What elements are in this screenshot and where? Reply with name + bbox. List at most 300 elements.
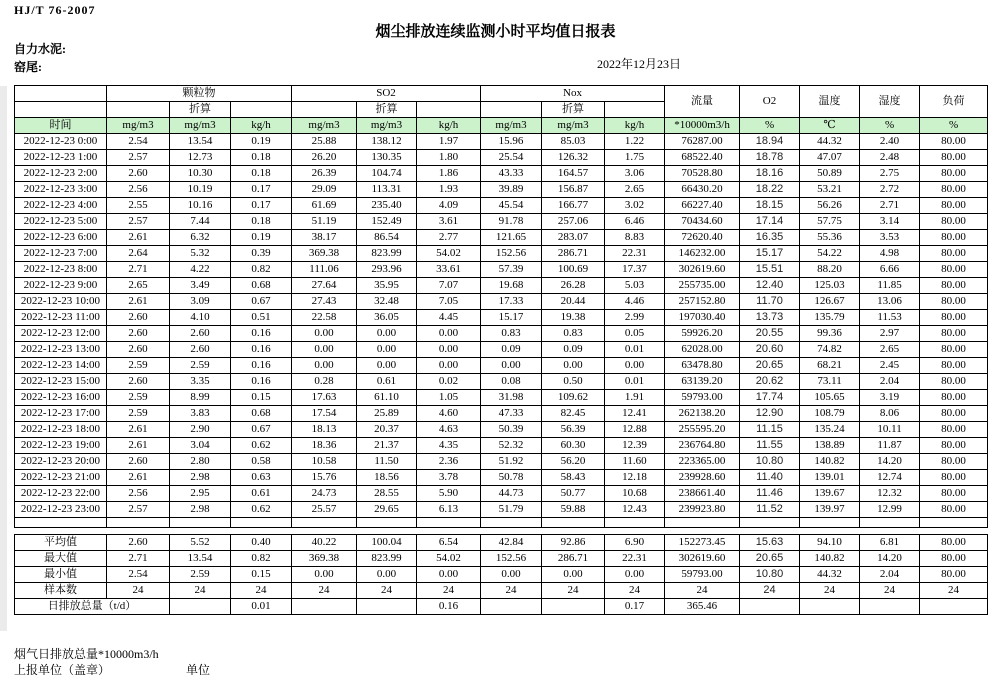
- value-cell: 54.02: [417, 551, 481, 567]
- value-cell: 51.92: [481, 454, 542, 470]
- value-cell: 80.00: [920, 278, 988, 294]
- value-cell: 823.99: [357, 246, 417, 262]
- value-cell: 20.65: [740, 551, 800, 567]
- value-cell: 10.11: [860, 422, 920, 438]
- value-cell: 61.10: [357, 390, 417, 406]
- table-row: [15, 342, 988, 358]
- value-cell: 0.00: [292, 326, 357, 342]
- value-cell: 10.80: [740, 454, 800, 470]
- value-cell: 4.46: [605, 294, 665, 310]
- value-cell: 2.59: [107, 406, 170, 422]
- value-cell: 152273.45: [665, 535, 740, 551]
- value-cell: 235.40: [357, 198, 417, 214]
- empty-cell: [15, 518, 107, 528]
- value-cell: 0.83: [481, 326, 542, 342]
- value-cell: 40.22: [292, 535, 357, 551]
- value-cell: 2.98: [170, 470, 231, 486]
- empty-cell: [605, 518, 665, 528]
- value-cell: 257.06: [542, 214, 605, 230]
- empty-cell: [417, 102, 481, 118]
- value-cell: 105.65: [800, 390, 860, 406]
- table-row: [15, 150, 988, 166]
- value-cell: 146232.00: [665, 246, 740, 262]
- table-row: [15, 470, 988, 486]
- value-cell: 13.54: [170, 134, 231, 150]
- value-cell: 2.99: [605, 310, 665, 326]
- time-column-header: 时间: [15, 118, 107, 134]
- value-cell: 12.43: [605, 502, 665, 518]
- value-cell: 126.67: [800, 294, 860, 310]
- value-cell: 0.16: [231, 374, 292, 390]
- value-cell: 10.80: [740, 567, 800, 583]
- value-cell: 139.01: [800, 470, 860, 486]
- value-cell: 80.00: [920, 454, 988, 470]
- value-cell: 15.63: [740, 535, 800, 551]
- value-cell: 6.90: [605, 535, 665, 551]
- unit-cell: %: [740, 118, 800, 134]
- value-cell: 2.71: [107, 551, 170, 567]
- value-cell: 257152.80: [665, 294, 740, 310]
- value-cell: 3.02: [605, 198, 665, 214]
- value-cell: 0.09: [542, 342, 605, 358]
- value-cell: 2.59: [170, 567, 231, 583]
- value-cell: 6.81: [860, 535, 920, 551]
- empty-cell: [860, 518, 920, 528]
- time-cell: 2022-12-23 13:00: [15, 342, 107, 358]
- data-rows: [15, 134, 988, 518]
- value-cell: 80.00: [920, 134, 988, 150]
- value-cell: 100.69: [542, 262, 605, 278]
- value-cell: 24.73: [292, 486, 357, 502]
- value-cell: 0.16: [231, 342, 292, 358]
- value-cell: 74.82: [800, 342, 860, 358]
- value-cell: 2.80: [170, 454, 231, 470]
- daily-total-nox-kgh: 0.17: [605, 599, 665, 615]
- value-cell: 8.99: [170, 390, 231, 406]
- value-cell: 31.98: [481, 390, 542, 406]
- value-cell: 2.61: [107, 230, 170, 246]
- value-cell: 4.10: [170, 310, 231, 326]
- value-cell: 33.61: [417, 262, 481, 278]
- value-cell: 60.30: [542, 438, 605, 454]
- value-cell: 2.61: [107, 294, 170, 310]
- value-cell: 2.72: [860, 182, 920, 198]
- value-cell: 24: [357, 583, 417, 599]
- empty-cell: [15, 86, 107, 102]
- value-cell: 25.54: [481, 150, 542, 166]
- value-cell: 24: [107, 583, 170, 599]
- monitor-location: 窑尾:: [14, 60, 42, 74]
- value-cell: 15.96: [481, 134, 542, 150]
- report-unit-label: 上报单位（盖章）: [14, 663, 111, 675]
- value-cell: 0.08: [481, 374, 542, 390]
- value-cell: 13.73: [740, 310, 800, 326]
- value-cell: 0.09: [481, 342, 542, 358]
- value-cell: 2.04: [860, 567, 920, 583]
- time-cell: 2022-12-23 12:00: [15, 326, 107, 342]
- company-name: 自力水泥:: [14, 42, 66, 56]
- empty-cell: [107, 102, 170, 118]
- value-cell: 0.02: [417, 374, 481, 390]
- gap-cell: [15, 528, 988, 535]
- value-cell: 20.44: [542, 294, 605, 310]
- value-cell: 286.71: [542, 246, 605, 262]
- value-cell: 80.00: [920, 374, 988, 390]
- value-cell: 11.53: [860, 310, 920, 326]
- value-cell: 15.17: [740, 246, 800, 262]
- value-cell: 2.65: [605, 182, 665, 198]
- value-cell: 80.00: [920, 310, 988, 326]
- time-cell: 2022-12-23 5:00: [15, 214, 107, 230]
- empty-cell: [170, 518, 231, 528]
- value-cell: 6.46: [605, 214, 665, 230]
- value-cell: 51.79: [481, 502, 542, 518]
- value-cell: 27.43: [292, 294, 357, 310]
- value-cell: 130.35: [357, 150, 417, 166]
- value-cell: 52.32: [481, 438, 542, 454]
- value-cell: 82.45: [542, 406, 605, 422]
- value-cell: 0.63: [231, 470, 292, 486]
- flue-gas-total-label: 烟气日排放总量*10000m3/h: [14, 647, 159, 661]
- col-header-temperature: 温度: [800, 86, 860, 118]
- empty-cell: [605, 102, 665, 118]
- value-cell: 17.14: [740, 214, 800, 230]
- value-cell: 223365.00: [665, 454, 740, 470]
- value-cell: 4.35: [417, 438, 481, 454]
- value-cell: 7.07: [417, 278, 481, 294]
- unit-header-row: [15, 118, 988, 134]
- value-cell: 15.17: [481, 310, 542, 326]
- value-cell: 76287.00: [665, 134, 740, 150]
- value-cell: 6.66: [860, 262, 920, 278]
- value-cell: 36.05: [357, 310, 417, 326]
- value-cell: 0.16: [231, 326, 292, 342]
- value-cell: 2.61: [107, 470, 170, 486]
- value-cell: 2.59: [107, 358, 170, 374]
- value-cell: 5.90: [417, 486, 481, 502]
- value-cell: 0.82: [231, 551, 292, 567]
- empty-cell: [481, 102, 542, 118]
- unit-cell: %: [920, 118, 988, 134]
- empty-cell: [107, 518, 170, 528]
- unit-cell: *10000m3/h: [665, 118, 740, 134]
- time-cell: 2022-12-23 17:00: [15, 406, 107, 422]
- time-cell: 2022-12-23 11:00: [15, 310, 107, 326]
- value-cell: 44.73: [481, 486, 542, 502]
- value-cell: 2.56: [107, 182, 170, 198]
- value-cell: 0.00: [357, 326, 417, 342]
- value-cell: 80.00: [920, 470, 988, 486]
- value-cell: 138.89: [800, 438, 860, 454]
- value-cell: 0.17: [231, 182, 292, 198]
- table-row: [15, 278, 988, 294]
- value-cell: 56.39: [542, 422, 605, 438]
- value-cell: 2.48: [860, 150, 920, 166]
- value-cell: 2.60: [170, 326, 231, 342]
- value-cell: 29.09: [292, 182, 357, 198]
- value-cell: 91.78: [481, 214, 542, 230]
- table-row: [15, 214, 988, 230]
- value-cell: 13.54: [170, 551, 231, 567]
- value-cell: 59.88: [542, 502, 605, 518]
- value-cell: 1.05: [417, 390, 481, 406]
- value-cell: 0.00: [417, 342, 481, 358]
- value-cell: 2.61: [107, 438, 170, 454]
- value-cell: 2.61: [107, 422, 170, 438]
- value-cell: 0.05: [605, 326, 665, 342]
- value-cell: 13.06: [860, 294, 920, 310]
- value-cell: 80.00: [920, 246, 988, 262]
- unit-cell: kg/h: [605, 118, 665, 134]
- value-cell: 138.12: [357, 134, 417, 150]
- col-header-humidity: 湿度: [860, 86, 920, 118]
- value-cell: 0.00: [417, 326, 481, 342]
- table-row: [15, 134, 988, 150]
- value-cell: 24: [740, 583, 800, 599]
- value-cell: 11.85: [860, 278, 920, 294]
- value-cell: 53.21: [800, 182, 860, 198]
- value-cell: 2.57: [107, 150, 170, 166]
- value-cell: 2.98: [170, 502, 231, 518]
- value-cell: 19.68: [481, 278, 542, 294]
- value-cell: 7.44: [170, 214, 231, 230]
- value-cell: 11.15: [740, 422, 800, 438]
- table-row: [15, 422, 988, 438]
- daily-total-pm-kgh: 0.01: [231, 599, 292, 615]
- value-cell: 80.00: [920, 438, 988, 454]
- value-cell: 283.07: [542, 230, 605, 246]
- value-cell: 2.95: [170, 486, 231, 502]
- value-cell: 156.87: [542, 182, 605, 198]
- table-row: [15, 182, 988, 198]
- value-cell: 12.32: [860, 486, 920, 502]
- empty-cell: [740, 599, 800, 615]
- value-cell: 21.37: [357, 438, 417, 454]
- value-cell: 16.35: [740, 230, 800, 246]
- value-cell: 2.60: [107, 454, 170, 470]
- value-cell: 0.00: [542, 358, 605, 374]
- value-cell: 197030.40: [665, 310, 740, 326]
- value-cell: 24: [481, 583, 542, 599]
- time-cell: 2022-12-23 15:00: [15, 374, 107, 390]
- value-cell: 94.10: [800, 535, 860, 551]
- blank-row: [15, 518, 988, 528]
- value-cell: 80.00: [920, 198, 988, 214]
- value-cell: 25.89: [357, 406, 417, 422]
- value-cell: 4.60: [417, 406, 481, 422]
- value-cell: 4.63: [417, 422, 481, 438]
- value-cell: 12.39: [605, 438, 665, 454]
- gap-row: [15, 528, 988, 535]
- summary-label-cell: 平均值: [15, 535, 107, 551]
- value-cell: 0.18: [231, 150, 292, 166]
- value-cell: 26.20: [292, 150, 357, 166]
- empty-cell: [481, 599, 542, 615]
- value-cell: 80.00: [920, 502, 988, 518]
- value-cell: 3.09: [170, 294, 231, 310]
- value-cell: 104.74: [357, 166, 417, 182]
- value-cell: 17.63: [292, 390, 357, 406]
- value-cell: 0.68: [231, 406, 292, 422]
- value-cell: 26.28: [542, 278, 605, 294]
- value-cell: 38.17: [292, 230, 357, 246]
- value-cell: 2.65: [860, 342, 920, 358]
- value-cell: 20.65: [740, 358, 800, 374]
- value-cell: 2.59: [107, 390, 170, 406]
- value-cell: 1.93: [417, 182, 481, 198]
- empty-cell: [542, 518, 605, 528]
- value-cell: 3.19: [860, 390, 920, 406]
- value-cell: 14.20: [860, 551, 920, 567]
- value-cell: 3.06: [605, 166, 665, 182]
- empty-cell: [292, 518, 357, 528]
- empty-cell: [920, 599, 988, 615]
- empty-cell: [665, 518, 740, 528]
- daily-total-so2-kgh: 0.16: [417, 599, 481, 615]
- table-row: [15, 454, 988, 470]
- value-cell: 0.39: [231, 246, 292, 262]
- value-cell: 0.51: [231, 310, 292, 326]
- value-cell: 2.57: [107, 502, 170, 518]
- conv-header-so2: 折算: [357, 102, 417, 118]
- time-cell: 2022-12-23 23:00: [15, 502, 107, 518]
- table-row: [15, 486, 988, 502]
- group-header-row: [15, 86, 988, 102]
- empty-cell: [481, 518, 542, 528]
- value-cell: 11.55: [740, 438, 800, 454]
- value-cell: 17.33: [481, 294, 542, 310]
- value-cell: 27.64: [292, 278, 357, 294]
- table-row: [15, 358, 988, 374]
- value-cell: 0.19: [231, 230, 292, 246]
- value-cell: 42.84: [481, 535, 542, 551]
- value-cell: 2.59: [170, 358, 231, 374]
- value-cell: 113.31: [357, 182, 417, 198]
- value-cell: 14.20: [860, 454, 920, 470]
- unit-cell: kg/h: [417, 118, 481, 134]
- value-cell: 0.62: [231, 438, 292, 454]
- value-cell: 11.70: [740, 294, 800, 310]
- value-cell: 4.22: [170, 262, 231, 278]
- time-cell: 2022-12-23 0:00: [15, 134, 107, 150]
- unit-cell: mg/m3: [357, 118, 417, 134]
- value-cell: 80.00: [920, 358, 988, 374]
- page-title: 烟尘排放连续监测小时平均值日报表: [375, 24, 616, 40]
- value-cell: 80.00: [920, 486, 988, 502]
- value-cell: 20.60: [740, 342, 800, 358]
- value-cell: 369.38: [292, 246, 357, 262]
- time-cell: 2022-12-23 6:00: [15, 230, 107, 246]
- value-cell: 12.41: [605, 406, 665, 422]
- value-cell: 24: [800, 583, 860, 599]
- value-cell: 0.62: [231, 502, 292, 518]
- value-cell: 1.97: [417, 134, 481, 150]
- value-cell: 59793.00: [665, 390, 740, 406]
- value-cell: 2.60: [170, 342, 231, 358]
- value-cell: 4.98: [860, 246, 920, 262]
- value-cell: 4.45: [417, 310, 481, 326]
- value-cell: 80.00: [920, 535, 988, 551]
- value-cell: 66430.20: [665, 182, 740, 198]
- table-row: [15, 583, 988, 599]
- value-cell: 4.09: [417, 198, 481, 214]
- value-cell: 5.03: [605, 278, 665, 294]
- separator-rows: [15, 518, 988, 535]
- value-cell: 80.00: [920, 342, 988, 358]
- value-cell: 8.83: [605, 230, 665, 246]
- value-cell: 239923.80: [665, 502, 740, 518]
- value-cell: 0.15: [231, 567, 292, 583]
- value-cell: 47.33: [481, 406, 542, 422]
- table-row: [15, 294, 988, 310]
- value-cell: 50.89: [800, 166, 860, 182]
- value-cell: 45.54: [481, 198, 542, 214]
- value-cell: 255595.20: [665, 422, 740, 438]
- group-header-pm: 颗粒物: [107, 86, 292, 102]
- value-cell: 18.94: [740, 134, 800, 150]
- col-header-load: 负荷: [920, 86, 988, 118]
- unit-cell: mg/m3: [292, 118, 357, 134]
- value-cell: 0.68: [231, 278, 292, 294]
- value-cell: 50.39: [481, 422, 542, 438]
- value-cell: 1.75: [605, 150, 665, 166]
- value-cell: 12.40: [740, 278, 800, 294]
- value-cell: 0.00: [292, 358, 357, 374]
- value-cell: 80.00: [920, 262, 988, 278]
- value-cell: 2.54: [107, 567, 170, 583]
- unit-label: 单位: [186, 663, 211, 675]
- value-cell: 0.00: [605, 567, 665, 583]
- value-cell: 0.00: [542, 567, 605, 583]
- time-cell: 2022-12-23 20:00: [15, 454, 107, 470]
- value-cell: 18.13: [292, 422, 357, 438]
- value-cell: 2.57: [107, 214, 170, 230]
- value-cell: 99.36: [800, 326, 860, 342]
- value-cell: 2.55: [107, 198, 170, 214]
- standard-code: HJ/T 76-2007: [14, 3, 96, 17]
- value-cell: 0.19: [231, 134, 292, 150]
- unit-cell: mg/m3: [170, 118, 231, 134]
- unit-cell: %: [860, 118, 920, 134]
- empty-cell: [231, 102, 292, 118]
- value-cell: 18.78: [740, 150, 800, 166]
- value-cell: 0.00: [417, 567, 481, 583]
- value-cell: 2.77: [417, 230, 481, 246]
- value-cell: 10.16: [170, 198, 231, 214]
- value-cell: 17.54: [292, 406, 357, 422]
- value-cell: 56.26: [800, 198, 860, 214]
- value-cell: 6.32: [170, 230, 231, 246]
- value-cell: 57.75: [800, 214, 860, 230]
- value-cell: 11.60: [605, 454, 665, 470]
- time-cell: 2022-12-23 4:00: [15, 198, 107, 214]
- value-cell: 72620.40: [665, 230, 740, 246]
- value-cell: 51.19: [292, 214, 357, 230]
- value-cell: 139.97: [800, 502, 860, 518]
- value-cell: 2.45: [860, 358, 920, 374]
- value-cell: 57.39: [481, 262, 542, 278]
- time-cell: 2022-12-23 18:00: [15, 422, 107, 438]
- value-cell: 11.87: [860, 438, 920, 454]
- table-row: [15, 262, 988, 278]
- value-cell: 18.22: [740, 182, 800, 198]
- conv-header-nox: 折算: [542, 102, 605, 118]
- empty-cell: [800, 599, 860, 615]
- value-cell: 5.52: [170, 535, 231, 551]
- value-cell: 70528.80: [665, 166, 740, 182]
- time-cell: 2022-12-23 2:00: [15, 166, 107, 182]
- empty-cell: [357, 518, 417, 528]
